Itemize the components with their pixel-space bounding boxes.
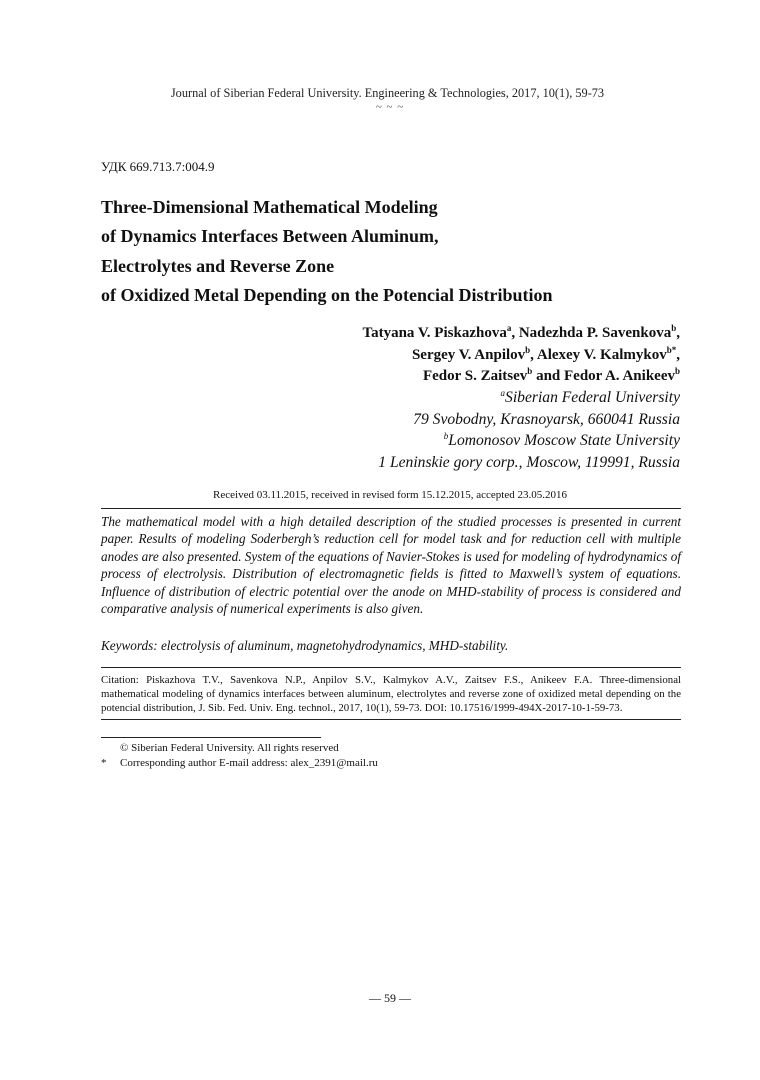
title-line: Three-Dimensional Mathematical Modeling — [101, 197, 438, 217]
paper-title — [101, 193, 681, 310]
title-line: of Dynamics Interfaces Between Aluminum, — [101, 226, 439, 247]
author-affiliation-mark: b — [525, 344, 531, 355]
abstract: The mathematical model with a high detailed description of the studied processes is presented in current paper. Results of modeling Soderbergh’s reduction cell for model task and for reduction cell with multiple anodes are also presented. System of the equations of Navier-Stokes is used for modeling of hydrodynamics of process of electrolysis. Distribution of electromagnetic fields is fitted to Maxwell’s system of equations. Influence of distribution of electric potential over the anode on MHD-stability of process is considered and comparative analysis of numerical experiments is also given. — [101, 514, 681, 617]
title-line: of Oxidized Metal Depending on the Potencial Distribution — [101, 284, 553, 305]
header-ornament: ~ ~ ~ — [375, 101, 405, 113]
title-line: Electrolytes and Reverse Zone — [101, 255, 335, 276]
author-affiliation-mark: a — [506, 323, 512, 333]
author-name: Tatyana V. Piskazhova — [362, 325, 507, 341]
author-name: Sergey V. Anpilov — [411, 346, 526, 363]
author-name: Alexey V. Kalmykov — [536, 346, 667, 363]
citation: Citation: Piskazhova T.V., Savenkova N.P., Anpilov S.V., Kalmykov A.V., Zaitsev F.S., Anikeev F.A. Three-dimensional mathematical modeling of dynamics interfaces between aluminum, electrolytes and reverse zone of oxidized metal depending on the potencial distribution, J. Sib. Fed. Univ. Eng. technol., 2017, 10(1), 59-73. DOI: 10.17516/1999-494X-2017-10-1-59-73. — [101, 674, 681, 715]
affiliation-name: $^b$Lomonosov Moscow State University — [443, 430, 680, 449]
author-affiliation-mark: b* — [666, 344, 677, 355]
affiliation-mark: a — [500, 387, 506, 398]
author-name: Fedor S. Zaitsev — [422, 368, 528, 384]
author-joiner: and — [536, 368, 561, 384]
footnote-copyright: © Siberian Federal University. All rights reserved — [120, 742, 339, 754]
divider — [101, 667, 681, 668]
author-line — [120, 366, 680, 388]
affiliation-mark: b — [443, 430, 449, 441]
author-affiliation-mark: b — [671, 323, 677, 333]
udc-code: УДК 669.713.7:004.9 — [101, 159, 215, 174]
journal-header: Journal of Siberian Federal University. Engineering & Technologies, 2017, 10(1), 59-73 — [170, 86, 605, 100]
author-affiliation-mark: b — [674, 366, 680, 376]
divider — [101, 719, 681, 720]
divider — [101, 508, 681, 509]
author-line: Tatyana V. Piskazhova$^a$, Nadezhda P. Savenkova$^b$, — [362, 323, 680, 341]
footnote-mark: * — [101, 756, 107, 769]
author-list — [120, 323, 680, 388]
footnote-corresponding: * Corresponding author E-mail address: alex_2391@mail.ru — [101, 756, 378, 769]
affiliation-address: 1 Leninskie gory corp., Moscow, 119991, Russia — [378, 453, 680, 471]
author-name: Fedor A. Anikeev — [564, 368, 675, 384]
keywords: Keywords: electrolysis of aluminum, magnetohydrodynamics, MHD-stability. — [101, 638, 509, 653]
received-dates: Received 03.11.2015, received in revised form 15.12.2015, accepted 23.05.2016 — [213, 489, 567, 501]
author-line: Sergey V. Anpilov$^b$, Alexey V. Kalmykov$^{b*}$, — [411, 344, 680, 363]
affiliations — [120, 387, 680, 473]
author-name: Nadezhda P. Savenkova — [518, 325, 672, 341]
affiliation-address: 79 Svobodny, Krasnoyarsk, 660041 Russia — [413, 410, 680, 428]
page-number: — 59 — — [369, 991, 411, 1005]
footnotes — [101, 741, 378, 770]
footnote-divider — [101, 737, 321, 738]
affiliation-name: $^a$Siberian Federal University — [500, 387, 680, 406]
author-affiliation-mark: b — [527, 366, 533, 376]
